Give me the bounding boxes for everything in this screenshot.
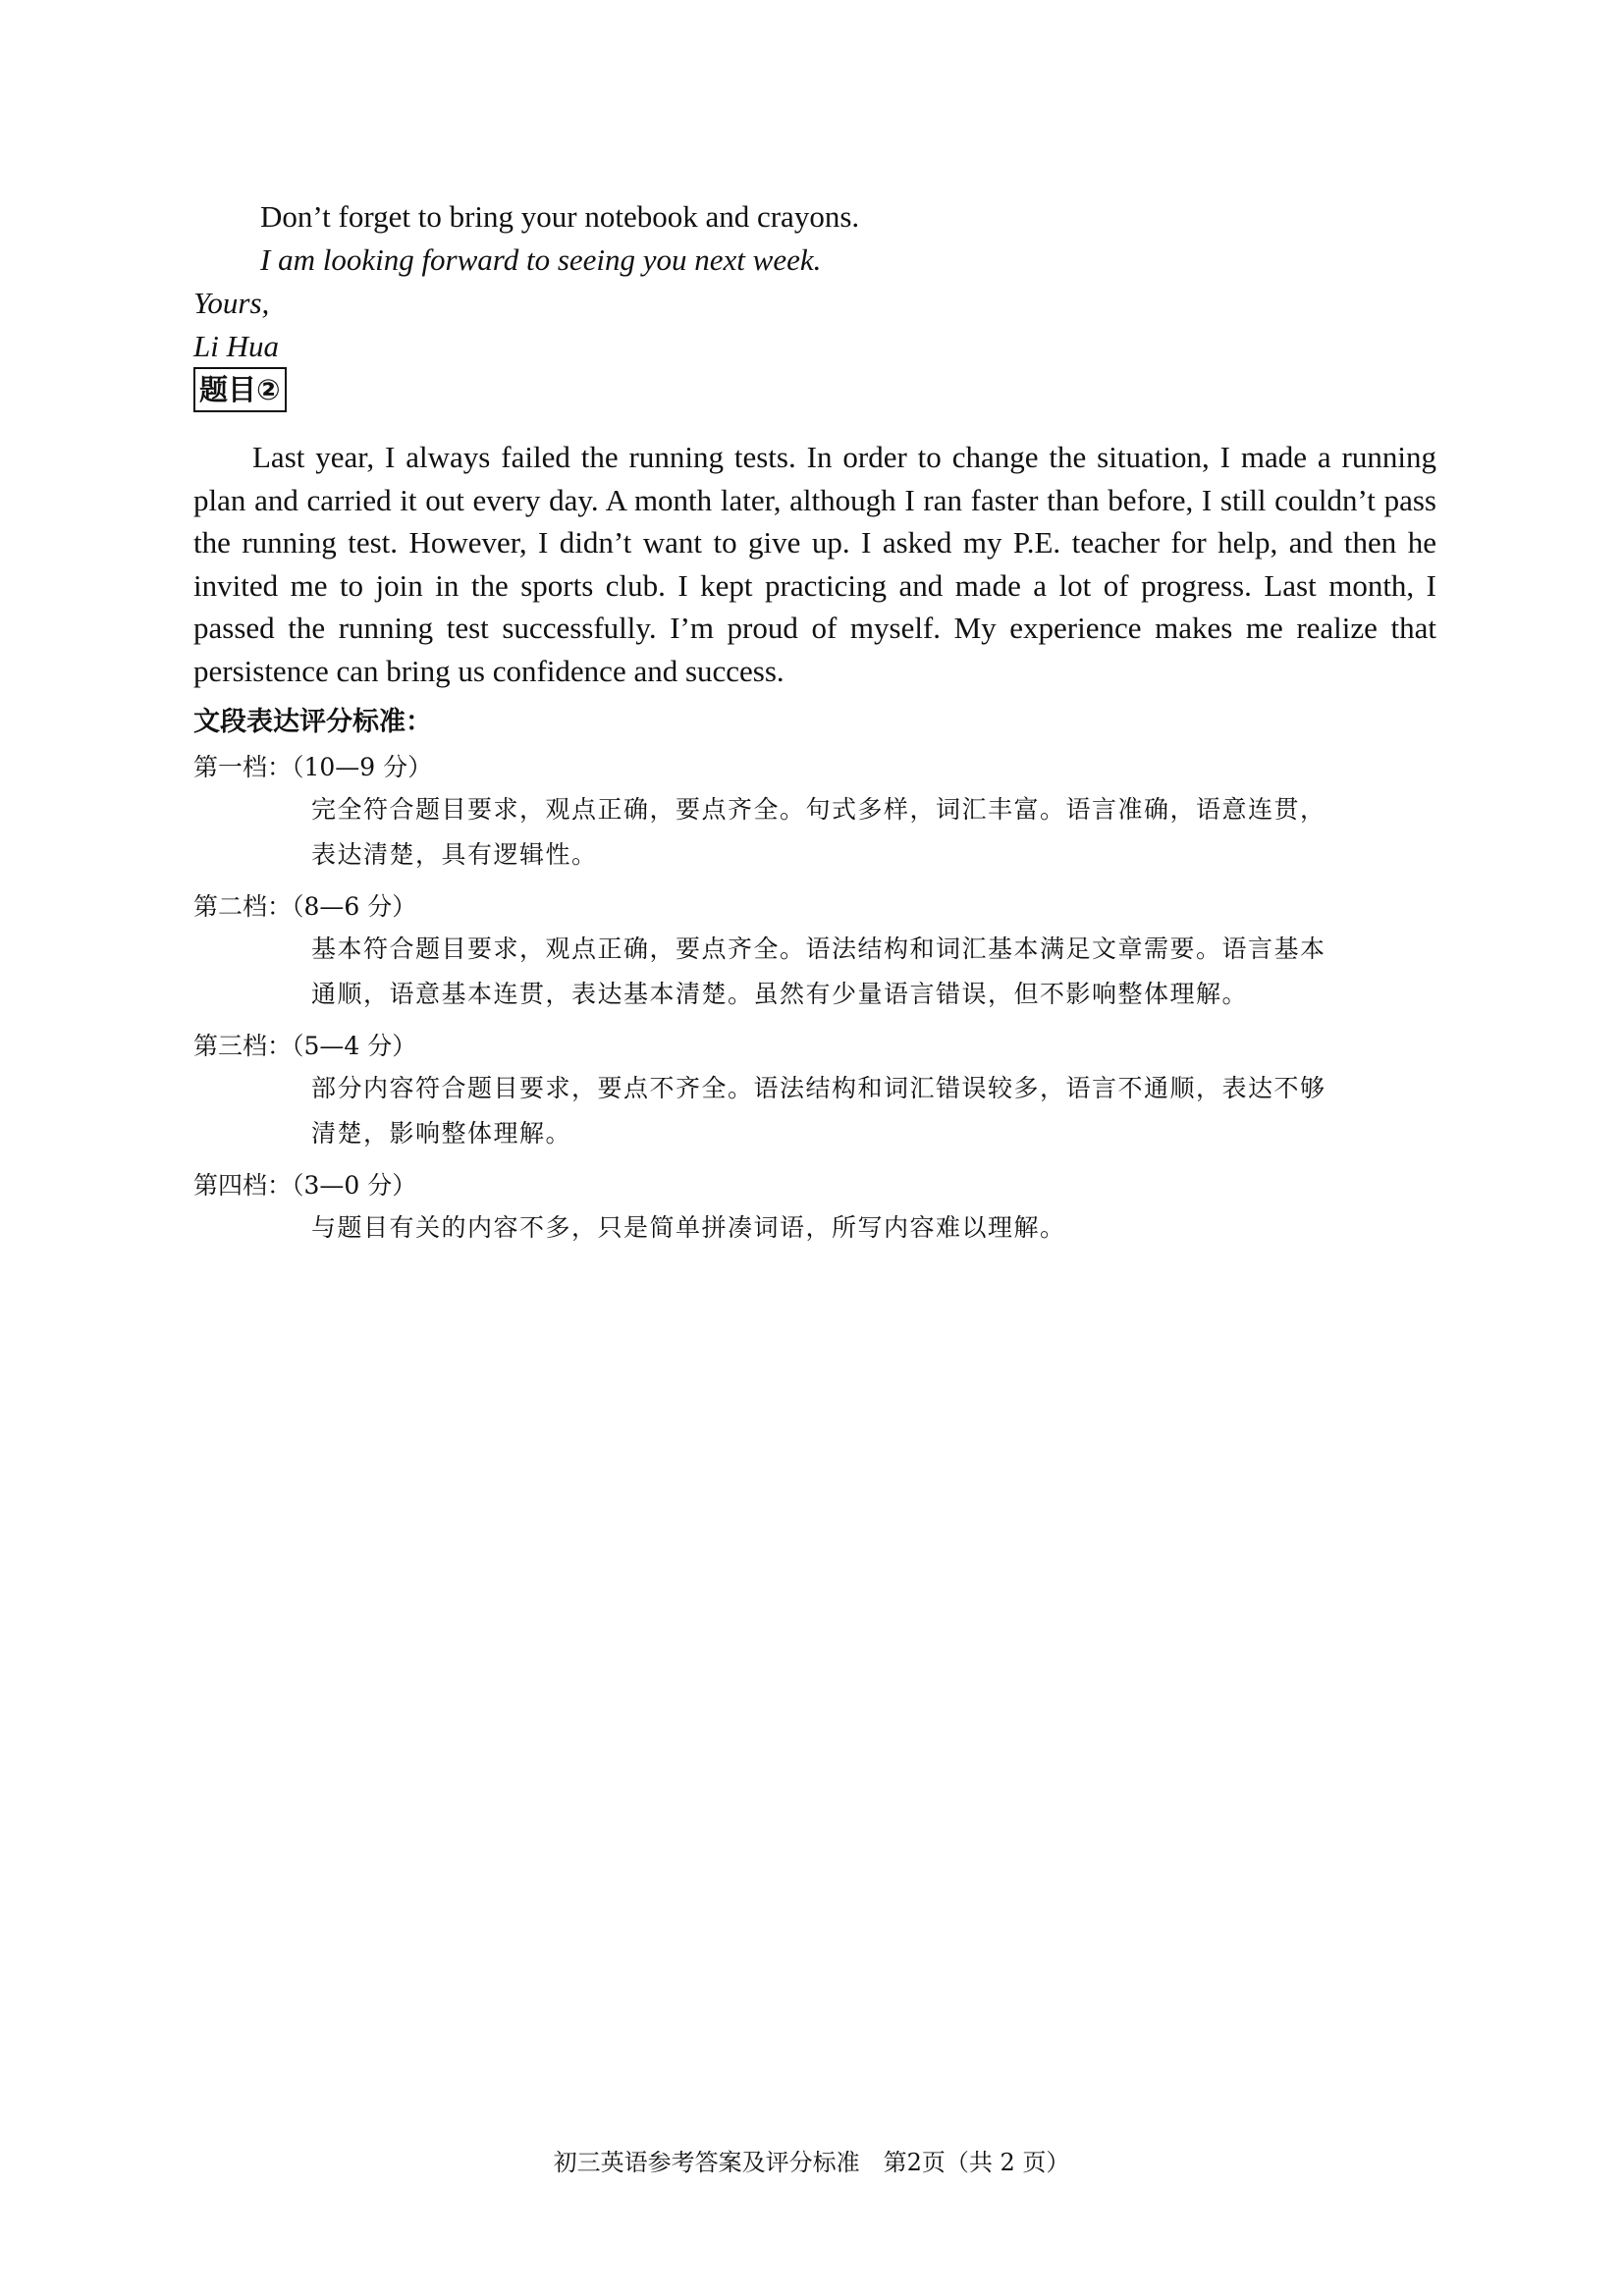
level-description xyxy=(311,927,1440,1017)
topic-label-box: 题目② xyxy=(193,367,287,412)
level-description-line: 通顺，语意基本连贯，表达基本清楚。虽然有少量语言错误，但不影响整体理解。 xyxy=(311,980,1249,1008)
level-description-line: 基本符合题目要求，观点正确，要点齐全。语法结构和词汇基本满足文章需要。语言基本 xyxy=(311,934,1326,963)
sample-essay: Last year, I always failed the running tests. In order to change the situation, I made a running plan and carried it out every day. A month later, although I ran faster than before, I still couldn’t pass the running test. However, I didn’t want to give up. I asked my P.E. teacher for help, and then he invited me to join in the sports club. I kept practicing and made a lot of progress. Last month, I passed the running test successfully. I’m proud of myself. My experience makes me realize that persistence can bring us confidence and success. xyxy=(193,440,1436,688)
level-description-line: 部分内容符合题目要求，要点不齐全。语法结构和词汇错误较多，语言不通顺，表达不够 xyxy=(311,1074,1326,1102)
level-heading: 第二档：（8—6 分） xyxy=(193,892,417,921)
level-description-line: 清楚，影响整体理解。 xyxy=(311,1119,572,1148)
level-description xyxy=(311,1205,1440,1251)
level-description-line: 表达清楚，具有逻辑性。 xyxy=(311,840,598,869)
criteria-level-2 xyxy=(193,887,1470,1017)
level-heading: 第一档：（10—9 分） xyxy=(193,753,433,781)
criteria-level-4 xyxy=(193,1166,1470,1251)
criteria-level-1 xyxy=(193,748,1470,878)
level-description xyxy=(311,1066,1440,1156)
level-heading: 第四档：（3—0 分） xyxy=(193,1171,417,1200)
letter-signature: Li Hua xyxy=(193,329,279,363)
letter-reminder-line: Don’t forget to bring your notebook and crayons. xyxy=(260,199,860,234)
page-footer: 初三英语参考答案及评分标准 第2页（共 2 页） xyxy=(553,2149,1070,2176)
level-heading: 第三档：（5—4 分） xyxy=(193,1032,417,1060)
level-description xyxy=(311,787,1440,878)
level-description-line: 与题目有关的内容不多，只是简单拼凑词语，所写内容难以理解。 xyxy=(311,1213,1066,1242)
criteria-title: 文段表达评分标准： xyxy=(193,707,432,737)
letter-closing-sentence: I am looking forward to seeing you next week. xyxy=(260,242,822,277)
letter-closing: Yours, xyxy=(193,286,270,320)
level-description-line: 完全符合题目要求，观点正确，要点齐全。句式多样，词汇丰富。语言准确，语意连贯， xyxy=(311,795,1326,824)
criteria-level-3 xyxy=(193,1027,1470,1156)
